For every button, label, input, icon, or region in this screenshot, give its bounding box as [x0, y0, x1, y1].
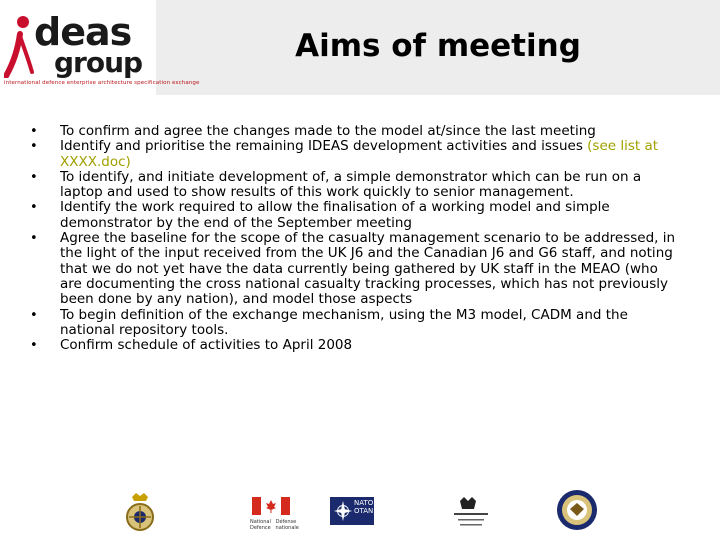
footer-logos — [0, 485, 720, 535]
bullet-item — [30, 170, 680, 201]
australia-defence-crest-icon — [448, 491, 494, 531]
us-dod-seal-icon — [556, 489, 598, 531]
bullet-text: Confirm schedule of activities to April 2008 — [60, 337, 353, 354]
logo-word-ideas: deas — [34, 10, 132, 54]
canada-flag-icon — [252, 497, 290, 515]
bullet-item — [30, 338, 680, 353]
ideas-group-logo — [0, 0, 200, 95]
header-bar — [0, 0, 720, 95]
bullet-item — [30, 308, 680, 339]
uk-mod-crest-icon — [122, 491, 158, 533]
logo-tagline: international defence enterprise architecture specification exchange — [4, 80, 200, 86]
bullet-text: To identify, and initiate development of, a simple demonstrator which can be run on a laptop and used to show results of this work quickly to senior management. — [60, 168, 642, 201]
nato-text: NATO OTAN — [354, 499, 374, 515]
bullet-text: To begin definition of the exchange mechanism, using the M3 model, CADM and the national repository tools. — [60, 306, 628, 338]
bullet-text: To confirm and agree the changes made to the model at/since the last meeting — [60, 123, 596, 139]
aims-bullet-list — [30, 124, 680, 353]
bullet-item — [30, 231, 680, 307]
nato-compass-icon — [332, 497, 354, 525]
logo-i-letter-icon — [4, 14, 36, 78]
bullet-text: Identify the work required to allow the finalisation of a working model and simple demonstrator by the end of the September meeting — [60, 199, 610, 231]
bullet-item — [30, 124, 680, 139]
bullet-item — [30, 139, 680, 170]
bullet-item — [30, 200, 680, 231]
canada-defence-text: National Défense Defence nationale — [250, 519, 299, 531]
bullet-text: Identify and prioritise the remaining IDEAS development activities and issues — [60, 138, 588, 155]
bullet-text: Agree the baseline for the scope of the casualty management scenario to be addressed, in the light of the input received from the UK J6 and the Canadian J6 and G6 staff, and noting that we do not yet have the data currently being gathered by UK staff in the MEAO (who are documenting the cross national casualty tracking processes, which has not previously been done by any nation), and model those aspects — [60, 230, 676, 308]
bullet-highlight-link: (see list at XXXX.doc) — [60, 138, 659, 170]
slide-title: Aims of meeting — [295, 28, 581, 64]
logo-word-group: group — [54, 46, 143, 79]
